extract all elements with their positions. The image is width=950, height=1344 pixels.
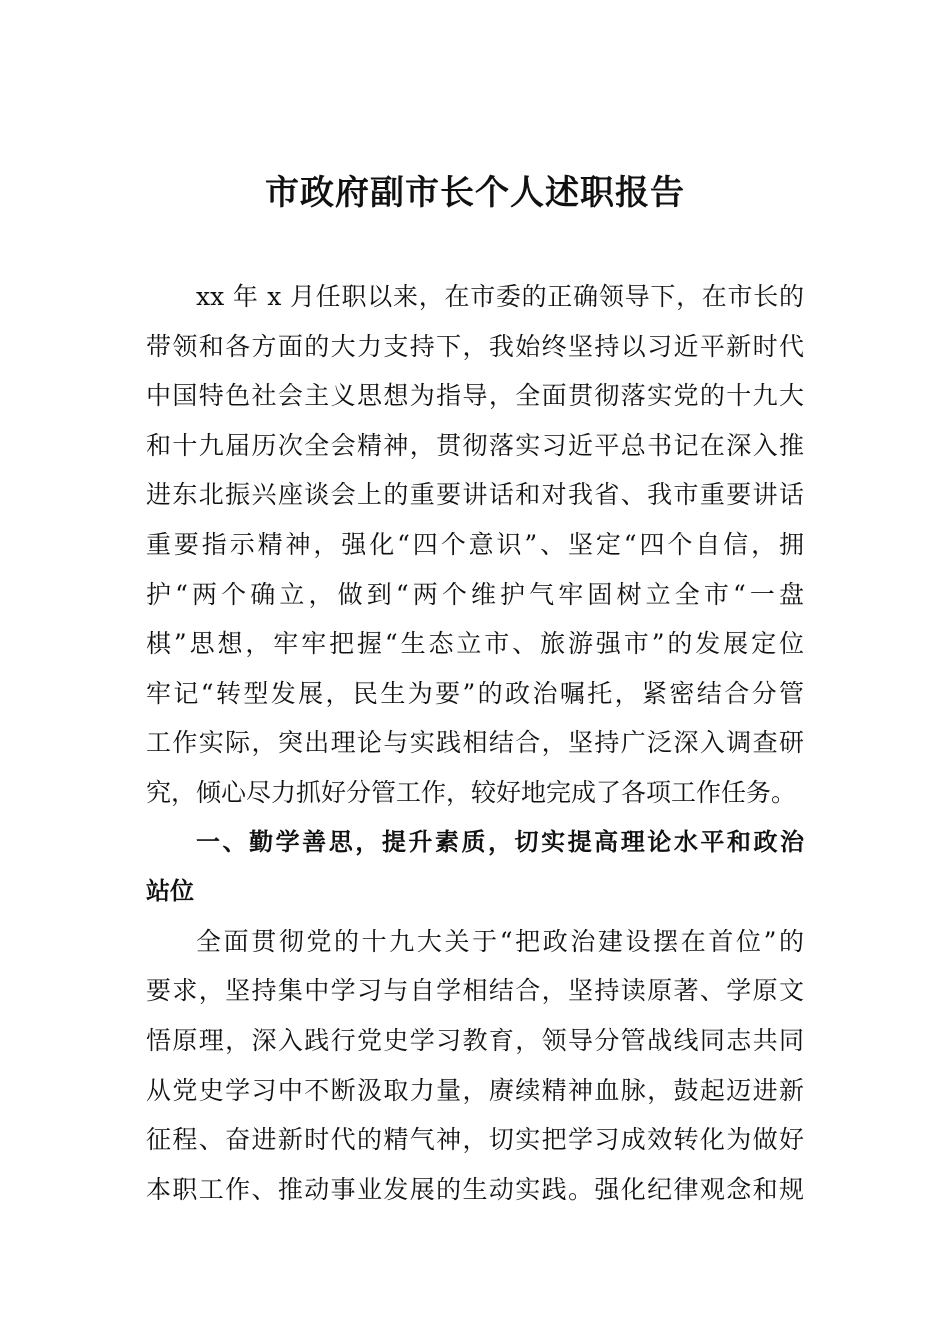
paragraph-line: 本职工作、推动事业发展的生动实践。强化纪律观念和规	[146, 1174, 804, 1204]
paragraph-line: 进东北振兴座谈会上的重要讲话和对我省、我市重要讲话	[146, 480, 804, 510]
paragraph-line: 要求，坚持集中学习与自学相结合，坚持读原著、学原文	[146, 976, 804, 1006]
paragraph-section-1	[146, 917, 804, 1215]
document-title: 市政府副市长个人述职报告	[265, 173, 685, 213]
heading-line: 一、勤学善思，提升素质，切实提高理论水平和政治	[196, 827, 804, 856]
paragraph-line: 重要指示精神，强化“四个意识”、坚定“四个自信，拥	[146, 529, 804, 559]
paragraph-line: 悟原理，深入践行党史学习教育，领导分管战线同志共同	[146, 1025, 804, 1055]
paragraph-line: 究，倾心尽力抓好分管工作，较好地完成了各项工作任务。	[146, 777, 797, 807]
paragraph-line: 和十九届历次全会精神，贯彻落实习近平总书记在深入推	[146, 430, 804, 460]
paragraph-line: 护“两个确立，做到“两个维护气牢固树立全市“一盘	[146, 579, 804, 609]
paragraph-line: 牢记“转型发展，民生为要”的政治嘱托，紧密结合分管	[146, 678, 804, 708]
paragraph-line: 中国特色社会主义思想为指导，全面贯彻落实党的十九大	[146, 381, 804, 411]
paragraph-line: 从党史学习中不断汲取力量，赓续精神血脉，鼓起迈进新	[146, 1075, 804, 1105]
paragraph-line: 带领和各方面的大力支持下，我始终坚持以习近平新时代	[146, 331, 804, 361]
paragraph-line: xx 年 x 月任职以来，在市委的正确领导下，在市长的	[196, 282, 804, 311]
heading-line: 站位	[146, 877, 194, 906]
document-body	[146, 272, 804, 1214]
paragraph-line: 棋”思想，牢牢把握“生态立市、旅游强市”的发展定位	[146, 629, 804, 659]
paragraph-line: 征程、奋进新时代的精气神，切实把学习成效转化为做好	[146, 1125, 804, 1155]
section-heading-1	[146, 818, 804, 917]
paragraph-line: 全面贯彻党的十九大关于“把政治建设摆在首位”的	[196, 926, 804, 956]
paragraph-line: 工作实际，突出理论与实践相结合，坚持广泛深入调查研	[146, 728, 804, 758]
paragraph-intro	[146, 272, 804, 818]
